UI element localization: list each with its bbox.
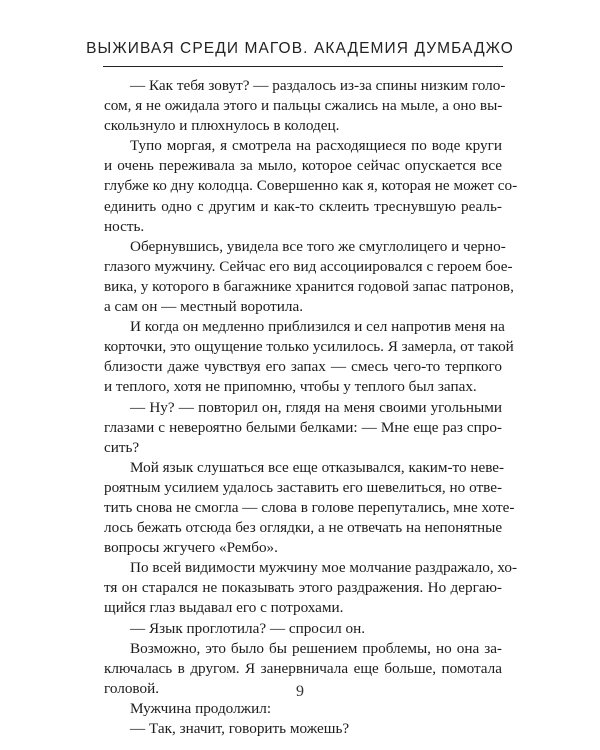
text-line: ность. xyxy=(104,217,145,235)
text-line: тя он старался не показывать этого раздражения. Но дергаю- xyxy=(104,579,502,597)
body-text xyxy=(104,76,518,739)
text-line: Тупо моргая, я смотрела на расходящиеся по воде круги xyxy=(130,137,502,155)
text-line: и очень переживала за мыло, которое сейчас опускается все xyxy=(104,157,502,175)
text-line: головой. xyxy=(104,679,160,697)
text-line: Мужчина продолжил: xyxy=(130,699,272,717)
text-line: единить одно с другим и как-то склеить треснувшую реаль- xyxy=(104,197,502,215)
text-line: — Ну? — повторил он, глядя на меня своими угольными xyxy=(130,398,502,416)
text-line: и теплого, хотя не припомню, чтобы у теплого был запах. xyxy=(104,378,477,396)
text-line: лось бежать отсюда без оглядки, а не отвечать на непонятные xyxy=(104,519,503,537)
text-line: — Так, значит, говорить можешь? xyxy=(130,720,350,737)
header-rule xyxy=(103,66,503,67)
text-line: вика, у которого в багажнике хранится годовой запас патронов, xyxy=(104,277,514,295)
text-line: — Как тебя зовут? — раздалось из-за спины низким голо- xyxy=(130,77,506,94)
text-line: сить? xyxy=(104,438,140,456)
text-line: Обернувшись, увидела все того же смуглолицего и черно- xyxy=(130,237,506,255)
text-line: глазого мужчину. Сейчас его вид ассоциировался с героем бое- xyxy=(104,257,513,275)
text-line: корточки, это ощущение только усилилось. Я замерла, от такой xyxy=(104,338,514,356)
text-line: По всей видимости мужчину мое молчание раздражало, хо- xyxy=(130,559,518,577)
text-line: Мой язык слушаться все еще отказывался, каким-то неве- xyxy=(130,458,505,476)
text-line: близости даже чувствуя его запах — смесь чего-то терпкого xyxy=(104,358,502,376)
page-number: 9 xyxy=(296,683,304,700)
text-line: глубже ко дну колодца. Совершенно как я, которая не может со- xyxy=(104,177,518,195)
text-line: — Язык проглотила? — спросил он. xyxy=(130,619,366,637)
text-line: роятным усилием удалось заставить его шевелиться, но отве- xyxy=(104,478,502,496)
text-line: щийся глаз выдавал его с потрохами. xyxy=(104,599,344,617)
text-line: вопросы жгучего «Рембо». xyxy=(104,539,278,557)
running-title: ВЫЖИВАЯ СРЕДИ МАГОВ. АКАДЕМИЯ ДУМБАДЖО xyxy=(86,40,514,57)
text-line: ключалась в другом. Я занервничала еще больше, помотала xyxy=(104,659,502,677)
text-line: скользнуло и плюхнулось в колодец. xyxy=(104,117,340,135)
text-line: Возможно, это было бы решением проблемы, но она за- xyxy=(130,639,502,657)
text-line: сом, я не ожидала этого и пальцы сжались на мыле, а оно вы- xyxy=(104,97,503,115)
text-line: И когда он медленно приблизился и сел напротив меня на xyxy=(130,318,505,336)
text-line: глазами с невероятно белыми белками: — Мне еще раз спро- xyxy=(104,418,502,436)
text-line: а сам он — местный воротила. xyxy=(104,298,304,316)
text-line: тить снова не смогла — слова в голове перепутались, мне хоте- xyxy=(104,498,515,516)
